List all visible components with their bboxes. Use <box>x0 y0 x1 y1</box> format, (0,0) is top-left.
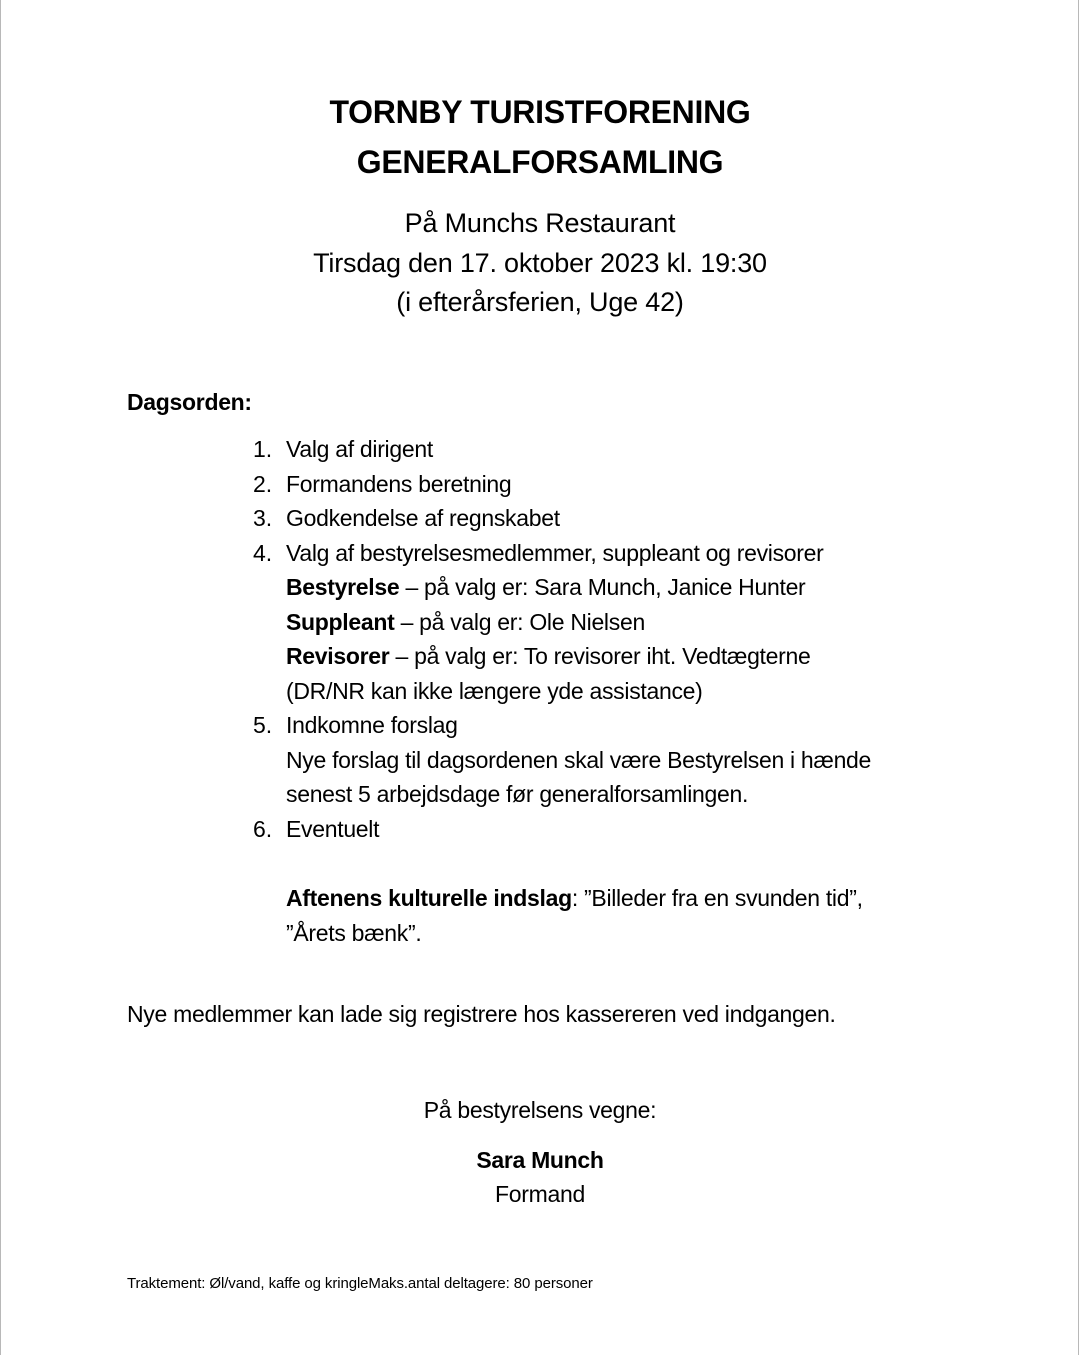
cultural-segment-line-2: ”Årets bænk”. <box>286 920 422 946</box>
agenda-item-number: 2. <box>253 471 273 497</box>
document-subtitle: GENERALFORSAMLING <box>356 144 724 180</box>
agenda-item-text: Valg af bestyrelsesmedlemmer, suppleant og revisorer <box>286 540 824 566</box>
signature-role: Formand <box>495 1181 585 1207</box>
agenda-item-text: Valg af dirigent <box>286 436 433 462</box>
cultural-segment-label: Aftenens kulturelle indslag <box>286 885 572 911</box>
election-substitute-label: Suppleant <box>286 609 395 635</box>
cultural-segment-line-1 <box>286 885 863 912</box>
footer-refreshments: Traktement: Øl/vand, kaffe og kringleMaks.antal deltagere: 80 personer <box>127 1275 593 1292</box>
election-board-text: – på valg er: Sara Munch, Janice Hunter <box>399 574 806 600</box>
proposals-note-line-2: senest 5 arbejdsdage før generalforsamlingen. <box>286 781 749 807</box>
agenda-item-number: 3. <box>253 505 273 531</box>
election-board-line <box>286 574 805 601</box>
cultural-segment-text: : ”Billeder fra en svunden tid”, <box>571 885 863 911</box>
agenda-heading: Dagsorden: <box>127 389 252 415</box>
election-auditors-line <box>286 643 810 670</box>
agenda-item-text: Eventuelt <box>286 816 380 842</box>
agenda-item-number: 6. <box>253 816 273 842</box>
proposals-note-line-1: Nye forslag til dagsordenen skal være Bestyrelsen i hænde <box>286 747 872 773</box>
new-members-note: Nye medlemmer kan lade sig registrere hos kassereren ved indgangen. <box>127 1001 836 1027</box>
agenda-item-number: 4. <box>253 540 273 566</box>
election-auditors-text: – på valg er: To revisorer iht. Vedtægterne <box>389 643 811 669</box>
document-title: TORNBY TURISTFORENING <box>329 94 751 130</box>
agenda-item-text: Godkendelse af regnskabet <box>286 505 560 531</box>
election-substitute-line <box>286 609 645 636</box>
event-location: På Munchs Restaurant <box>404 208 676 238</box>
election-auditors-label: Revisorer <box>286 643 390 669</box>
agenda-item-text: Formandens beretning <box>286 471 512 497</box>
signature-name: Sara Munch <box>476 1147 604 1173</box>
auditors-note: (DR/NR kan ikke længere yde assistance) <box>286 678 703 704</box>
agenda-item-text: Indkomne forslag <box>286 712 458 738</box>
election-board-label: Bestyrelse <box>286 574 400 600</box>
event-note: (i efterårsferien, Uge 42) <box>396 287 684 317</box>
event-datetime: Tirsdag den 17. oktober 2023 kl. 19:30 <box>313 248 767 278</box>
signature-on-behalf: På bestyrelsens vegne: <box>423 1097 657 1123</box>
agenda-item-number: 1. <box>253 436 273 462</box>
agenda-item-number: 5. <box>253 712 273 738</box>
election-substitute-text: – på valg er: Ole Nielsen <box>394 609 645 635</box>
